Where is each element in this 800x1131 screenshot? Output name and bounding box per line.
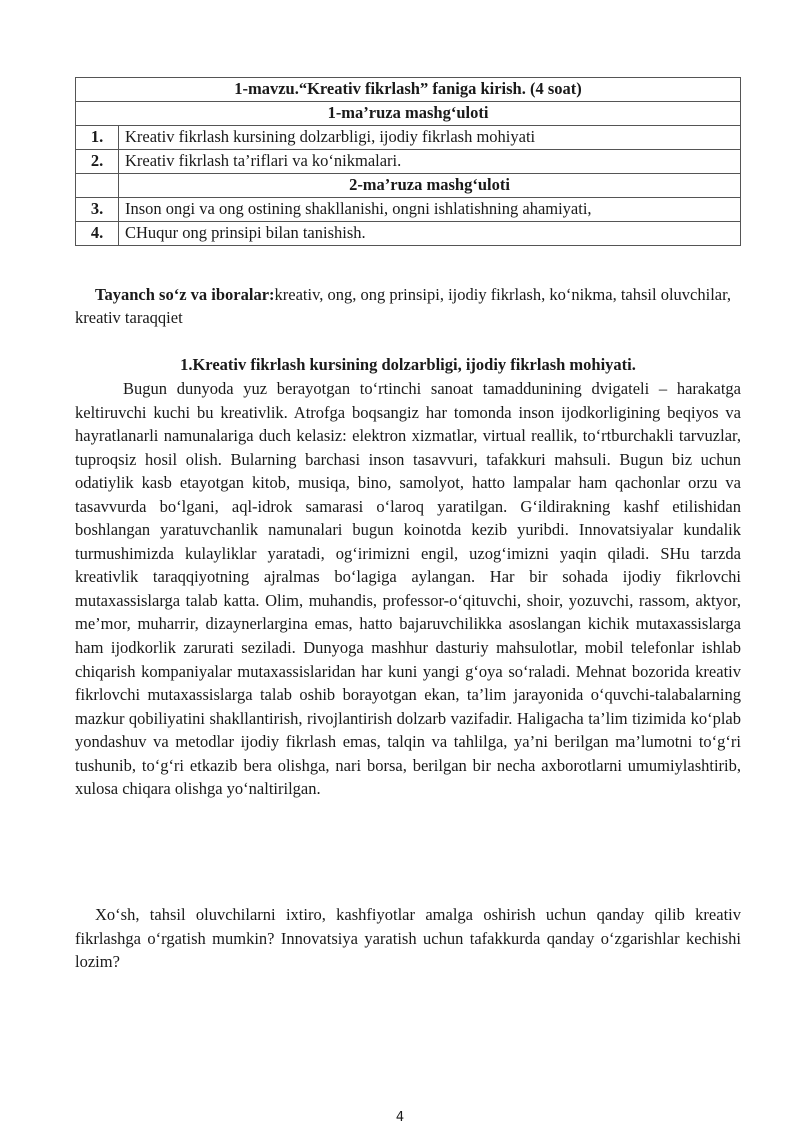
keywords-label: Tayanch so‘z va iboralar:	[95, 285, 275, 304]
lecture2-header-row	[76, 174, 741, 198]
topic-header: 1-mavzu.“Kreativ fikrlash” faniga kirish. (4 soat)	[76, 78, 741, 102]
topic-header-row	[76, 78, 741, 102]
row-number: 4.	[76, 222, 119, 246]
row-text: CHuqur ong prinsipi bilan tanishish.	[119, 222, 741, 246]
lecture1-header-row	[76, 102, 741, 126]
table-row	[76, 198, 741, 222]
page-number: 4	[395, 1110, 405, 1125]
body-paragraph-1: Bugun dunyoda yuz berayotgan to‘rtinchi sanoat tamaddunining dvigateli – harakatga keltiruvchi kuchi bu kreativlik. Atrofga boqsangiz har tomonda inson ijodkorligining beqiyos va hayratlanarli namunalariga duch kelasiz: elektron xizmatlar, virtual reallik, to‘rtburchakli tarvuzlar, tuproqsiz hosil olish. Bularning barchasi inson tasavvuri, tafakkuri mahsuli. Bugun biz uchun odatiylik kasb etayotgan kitob, musiqa, bino, samolyot, hatto lampalar ham qachonlar orzu va tasavvurda bo‘lgani, aql-idrok samarasi o‘laroq yaratilgan. G‘ildirakning kashf etilishidan boshlangan yaratuvchanlik namunalari bugun koinotda kezib yuribdi. Innovatsiyalar kundalik turmushimizda kulayliklar yaratadi, og‘irimizni engil, uzog‘imizni yaqin qiladi. SHu tarzda kreativlik taraqqiyotning ajralmas bo‘lagiga aylangan. Har bir sohada ijodiy fikrlovchi mutaxassislarga talab katta. Olim, muhandis, professor-o‘qituvchi, shoir, yozuvchi, rassom, aktyor, me’mor, muharrir, dizaynerlargina emas, hatto bajaruvchilikka asoslangan kichik mutaxassislarga ham ijodkorlik zarurati seziladi. Dunyoga mashhur dasturiy mahsulotlar, mobil telefonlar ishlab chiqarish kompaniyalar mutaxassislaridan har kuni yangi g‘oya so‘raladi. Mehnat bozorida kreativ fikrlovchi mutaxassislarga talab oshib borayotgan ekan, ta’lim jarayonida o‘quvchi-talabalarning mazkur qobiliyatini shakllantirish, rivojlantirish dolzarb vazifadir. Haligacha ta’lim tizimida ko‘plab yondashuv va metodlar ijodiy fikrlash emas, talqin va tahlilga, ya’ni berilgan ma’lumotni to‘g‘ri tushunib, to‘g‘ri etkazib bera olishga, nari borsa, berilgan bir necha axborotlarni umumiylashtirib, xulosa chiqara olishga yo‘naltirilgan.	[75, 379, 741, 799]
table-row	[76, 222, 741, 246]
lecture2-header: 2-ma’ruza mashg‘uloti	[119, 174, 741, 198]
lecture1-header: 1-ma’ruza mashg‘uloti	[76, 102, 741, 126]
topics-table	[75, 77, 741, 246]
body-paragraph-2: Xo‘sh, tahsil oluvchilarni ixtiro, kashfiyotlar amalga oshirish uchun qanday qilib kreativ fikrlashga o‘rgatish mumkin? Innovatsiya yaratish uchun tafakkurda qanday o‘zgarishlar kechishi lozim?	[75, 905, 741, 972]
row-text: Inson ongi va ong ostining shakllanishi, ongni ishlatishning ahamiyati,	[119, 198, 741, 222]
keywords-paragraph	[75, 283, 741, 329]
keywords-text: kreativ, ong, ong prinsipi, ijodiy fikrlash, ko‘nikma, tahsil oluvchilar, kreativ taraqqiet	[75, 285, 732, 327]
row-text: Kreativ fikrlash ta’riflari va ko‘nikmalari.	[119, 150, 741, 174]
table-row	[76, 150, 741, 174]
section-title: 1.Kreativ fikrlash kursining dolzarbligi, ijodiy fikrlash mohiyati.	[180, 355, 636, 374]
row-text: Kreativ fikrlash kursining dolzarbligi, ijodiy fikrlash mohiyati	[119, 126, 741, 150]
empty-cell	[76, 174, 119, 198]
table-row	[76, 126, 741, 150]
row-number: 3.	[76, 198, 119, 222]
row-number: 2.	[76, 150, 119, 174]
row-number: 1.	[76, 126, 119, 150]
